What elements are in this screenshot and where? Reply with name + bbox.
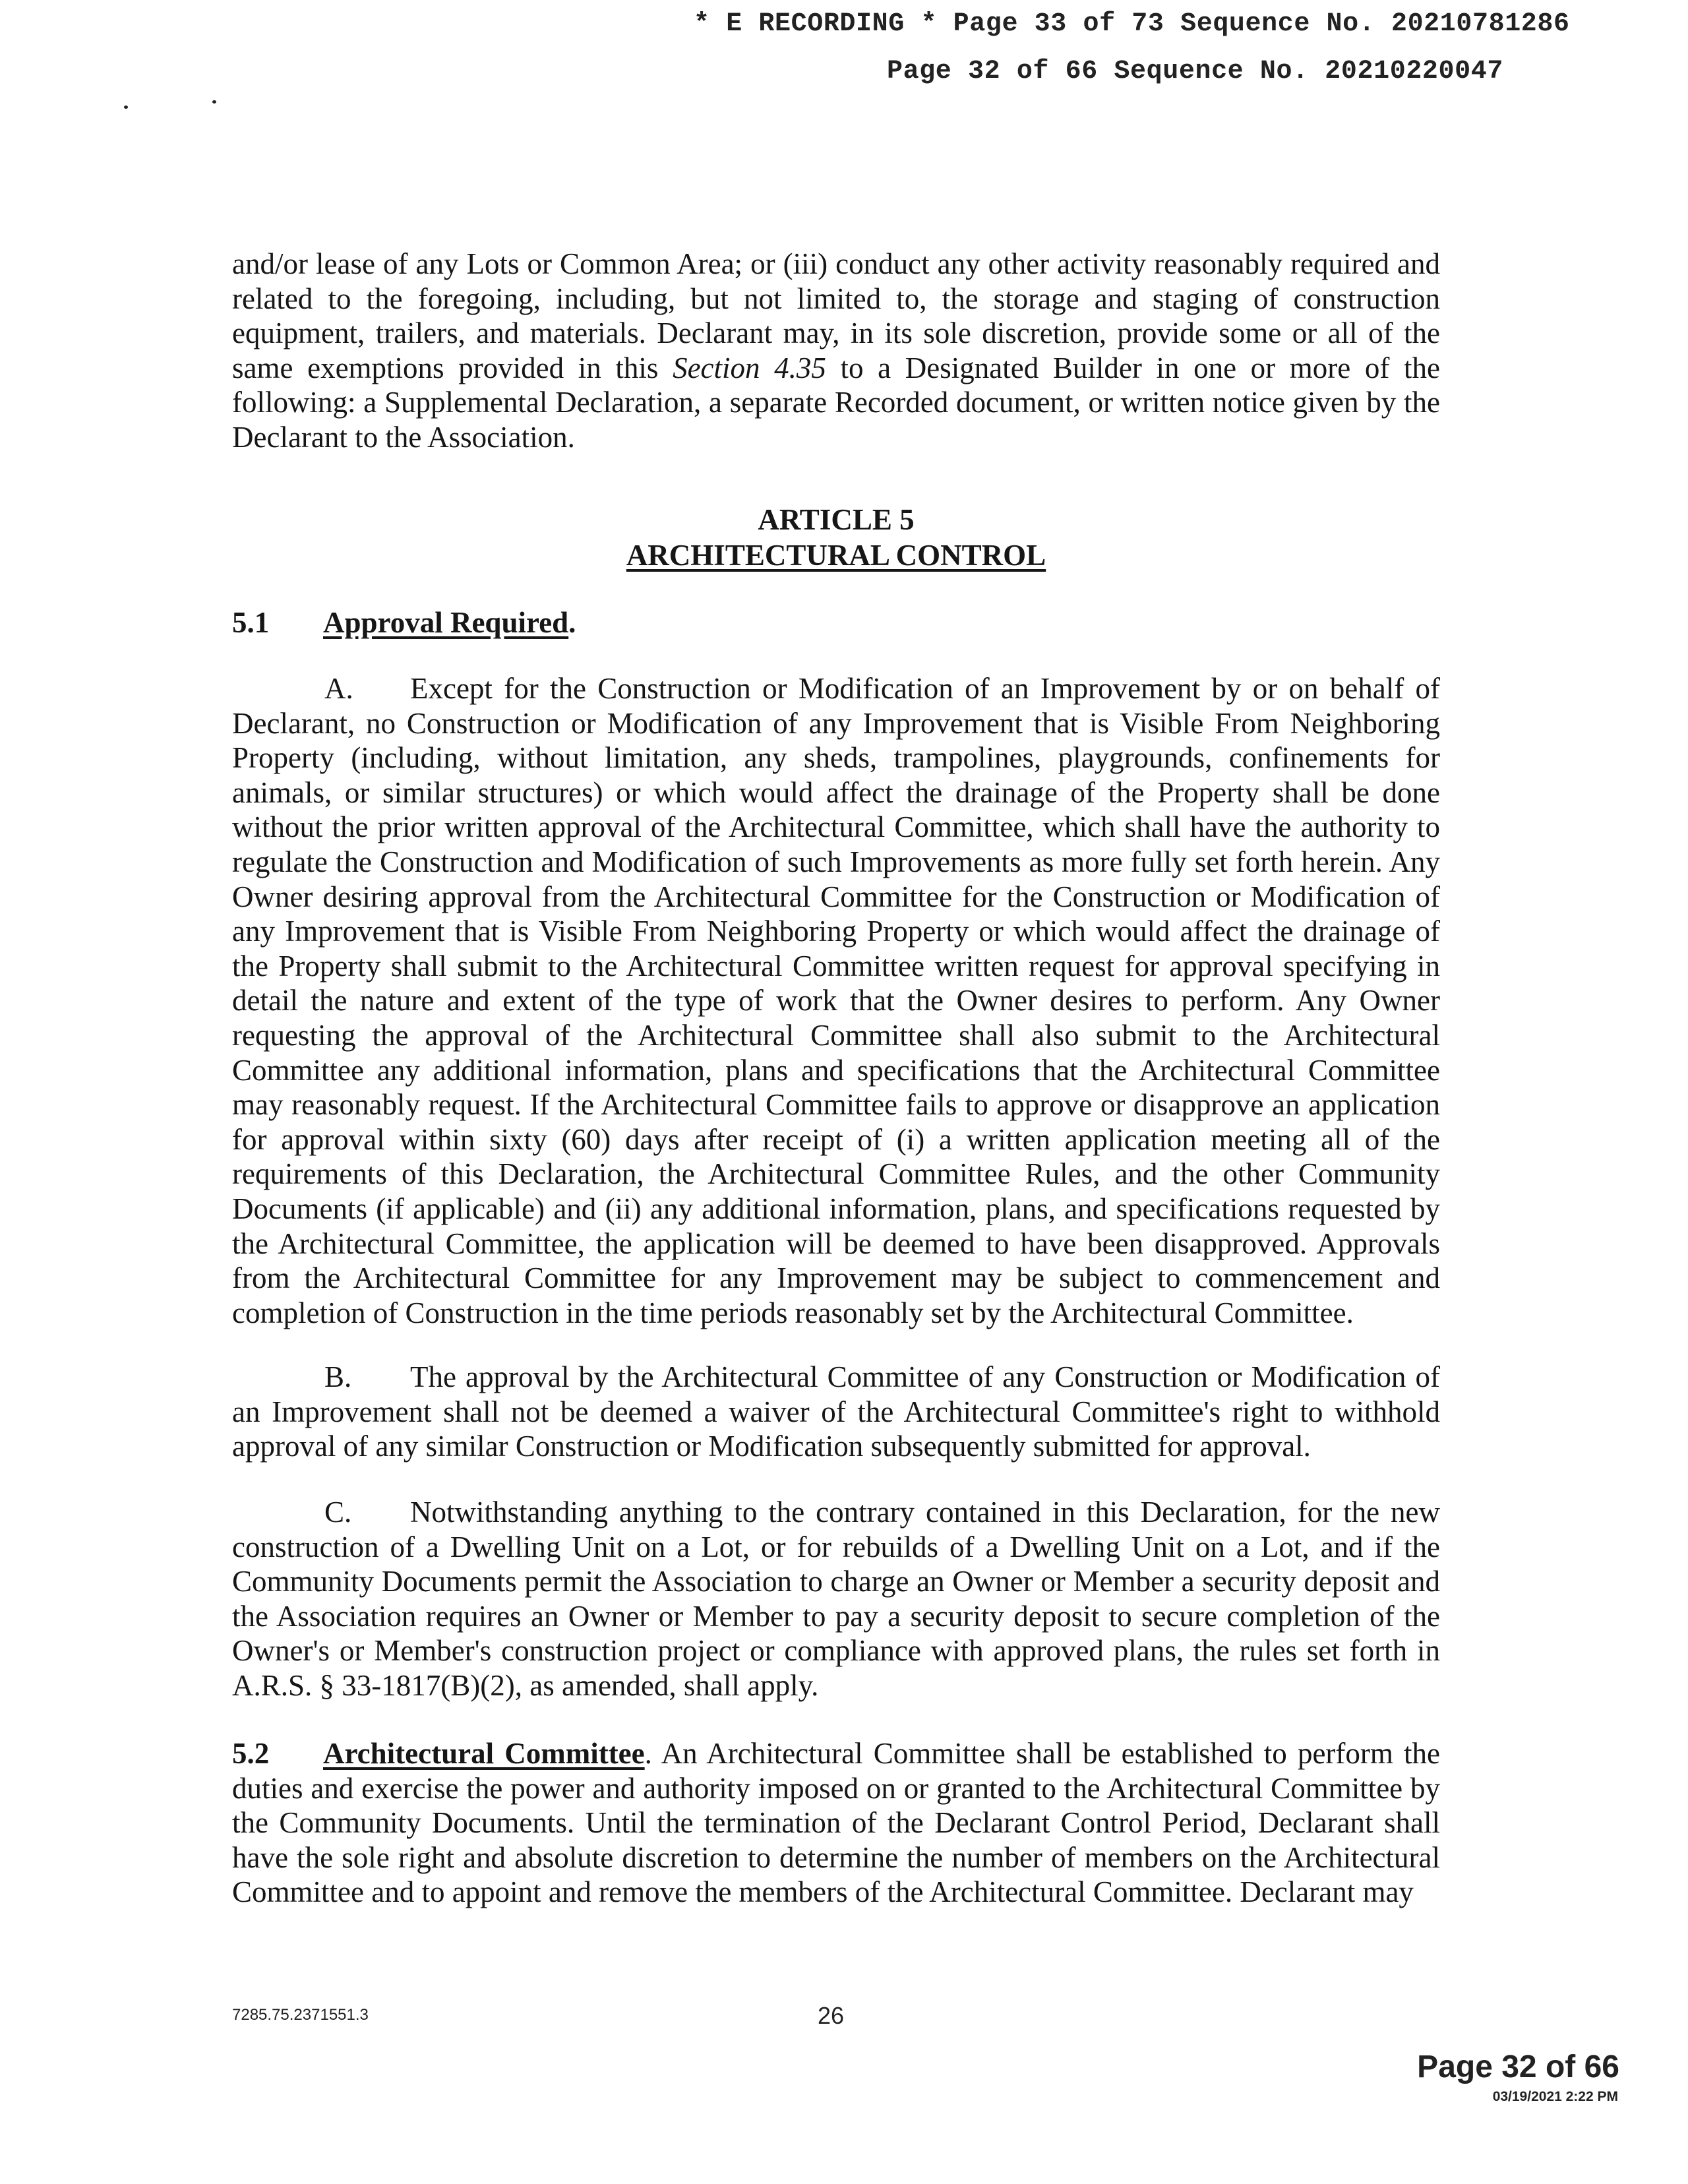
section-title: Approval Required: [323, 606, 569, 639]
subsection-label: C.: [324, 1496, 352, 1529]
sequence-header: Page 32 of 66 Sequence No. 20210220047: [887, 57, 1503, 86]
page-number: 26: [818, 2002, 845, 2029]
section-title: Architectural Committee: [323, 1737, 645, 1770]
document-id: 7285.75.2371551.3: [232, 2006, 369, 2024]
section-heading-5-1: [232, 605, 576, 640]
section-text: . An Architectural Committee shall be established to perform the duties and exercise the power and authority imposed on or granted to the Architectural Committee by the Community Documents. Until the termination of the Declarant Control Period, Declarant shall have the sole right and absolute discretion to determine the number of members on the Architectural Committee and to appoint and remove the members of the Architectural Committee. Declarant may: [232, 1737, 1441, 1909]
subsection-text: Except for the Construction or Modification of an Improvement by or on behalf of Declarant, no Construction or Modification of any Improvement that is Visible From Neighboring Property (including, without limitation, any sheds, trampolines, playgrounds, confinements for animals, or similar structures) or which would affect the drainage of the Property shall be done without the prior written approval of the Architectural Committee, which shall have the authority to regulate the Construction and Modification of such Improvements as more fully set forth herein. Any Owner desiring approval from the Architectural Committee for the Construction or Modification of any Improvement that is Visible From Neighboring Property or which would affect the drainage of the Property shall submit to the Architectural Committee written request for approval specifying in detail the nature and extent of the type of work that the Owner desires to perform. Any Owner requesting the approval of the Architectural Committee shall also submit to the Architectural Committee any additional information, plans and specifications that the Architectural Committee may reasonably request. If the Architectural Committee fails to approve or disapprove an application for approval within sixty (60) days after receipt of (i) a written application meeting all of the requirements of this Declaration, the Architectural Committee Rules, and the other Community Documents (if applicable) and (ii) any additional information, plans, and specifications requested by the Architectural Committee, the application will be deemed to have been disapproved. Approvals from the Architectural Committee for any Improvement may be subject to commencement and completion of Construction in the time periods reasonably set by the Architectural Committee.: [232, 672, 1440, 1329]
scan-speck: [212, 100, 216, 104]
subsection-c: [232, 1495, 1440, 1703]
subsection-label: B.: [324, 1360, 352, 1393]
article-title-text: ARCHITECTURAL CONTROL: [626, 539, 1046, 572]
article-number: ARTICLE 5: [758, 503, 915, 536]
subsection-b: [232, 1360, 1440, 1464]
subsection-text: The approval by the Architectural Committee of any Construction or Modification of an Improvement shall not be deemed a waiver of the Architectural Committee's right to withhold approval of any similar Construction or Modification subsequently submitted for approval.: [232, 1360, 1440, 1463]
section-number: 5.1: [232, 606, 270, 639]
intro-text: and/or lease of any Lots or Common Area; or (iii) conduct any other activity reasonably required and related to the foregoing, including, but not limited to, the storage and staging of construction equipment, trailers, and materials. Declarant may, in its sole discretion, provide some or all of the same exemptions provided in this: [232, 247, 1440, 384]
intro-text-continued: to a Designated Builder in one or more of the following: a Supplemental Declaration, a separate Recorded document, or written notice given by the Declarant to the Association.: [232, 351, 1440, 454]
section-5-2: [232, 1736, 1440, 1910]
subsection-a: [232, 671, 1440, 1330]
section-title-period: .: [568, 606, 576, 639]
timestamp-stamp: 03/19/2021 2:22 PM: [1492, 2089, 1618, 2104]
article-title: [232, 537, 1440, 573]
section-reference: Section 4.35: [673, 351, 826, 384]
intro-paragraph: [232, 247, 1440, 455]
section-number: 5.2: [232, 1737, 270, 1770]
subsection-text: Notwithstanding anything to the contrary contained in this Declaration, for the new construction of a Dwelling Unit on a Lot, or for rebuilds of a Dwelling Unit on a Lot, and if the Community Documents permit the Association to charge an Owner or Member a security deposit and the Association requires an Owner or Member to pay a security deposit to secure completion of the Owner's or Member's construction project or compliance with approved plans, the rules set forth in A.R.S. § 33-1817(B)(2), as amended, shall apply.: [232, 1496, 1440, 1702]
scan-speck: [124, 106, 128, 109]
subsection-label: A.: [324, 672, 353, 705]
page-stamp: Page 32 of 66: [1417, 2049, 1619, 2084]
recording-header: * E RECORDING * Page 33 of 73 Sequence No. 20210781286: [694, 9, 1570, 39]
